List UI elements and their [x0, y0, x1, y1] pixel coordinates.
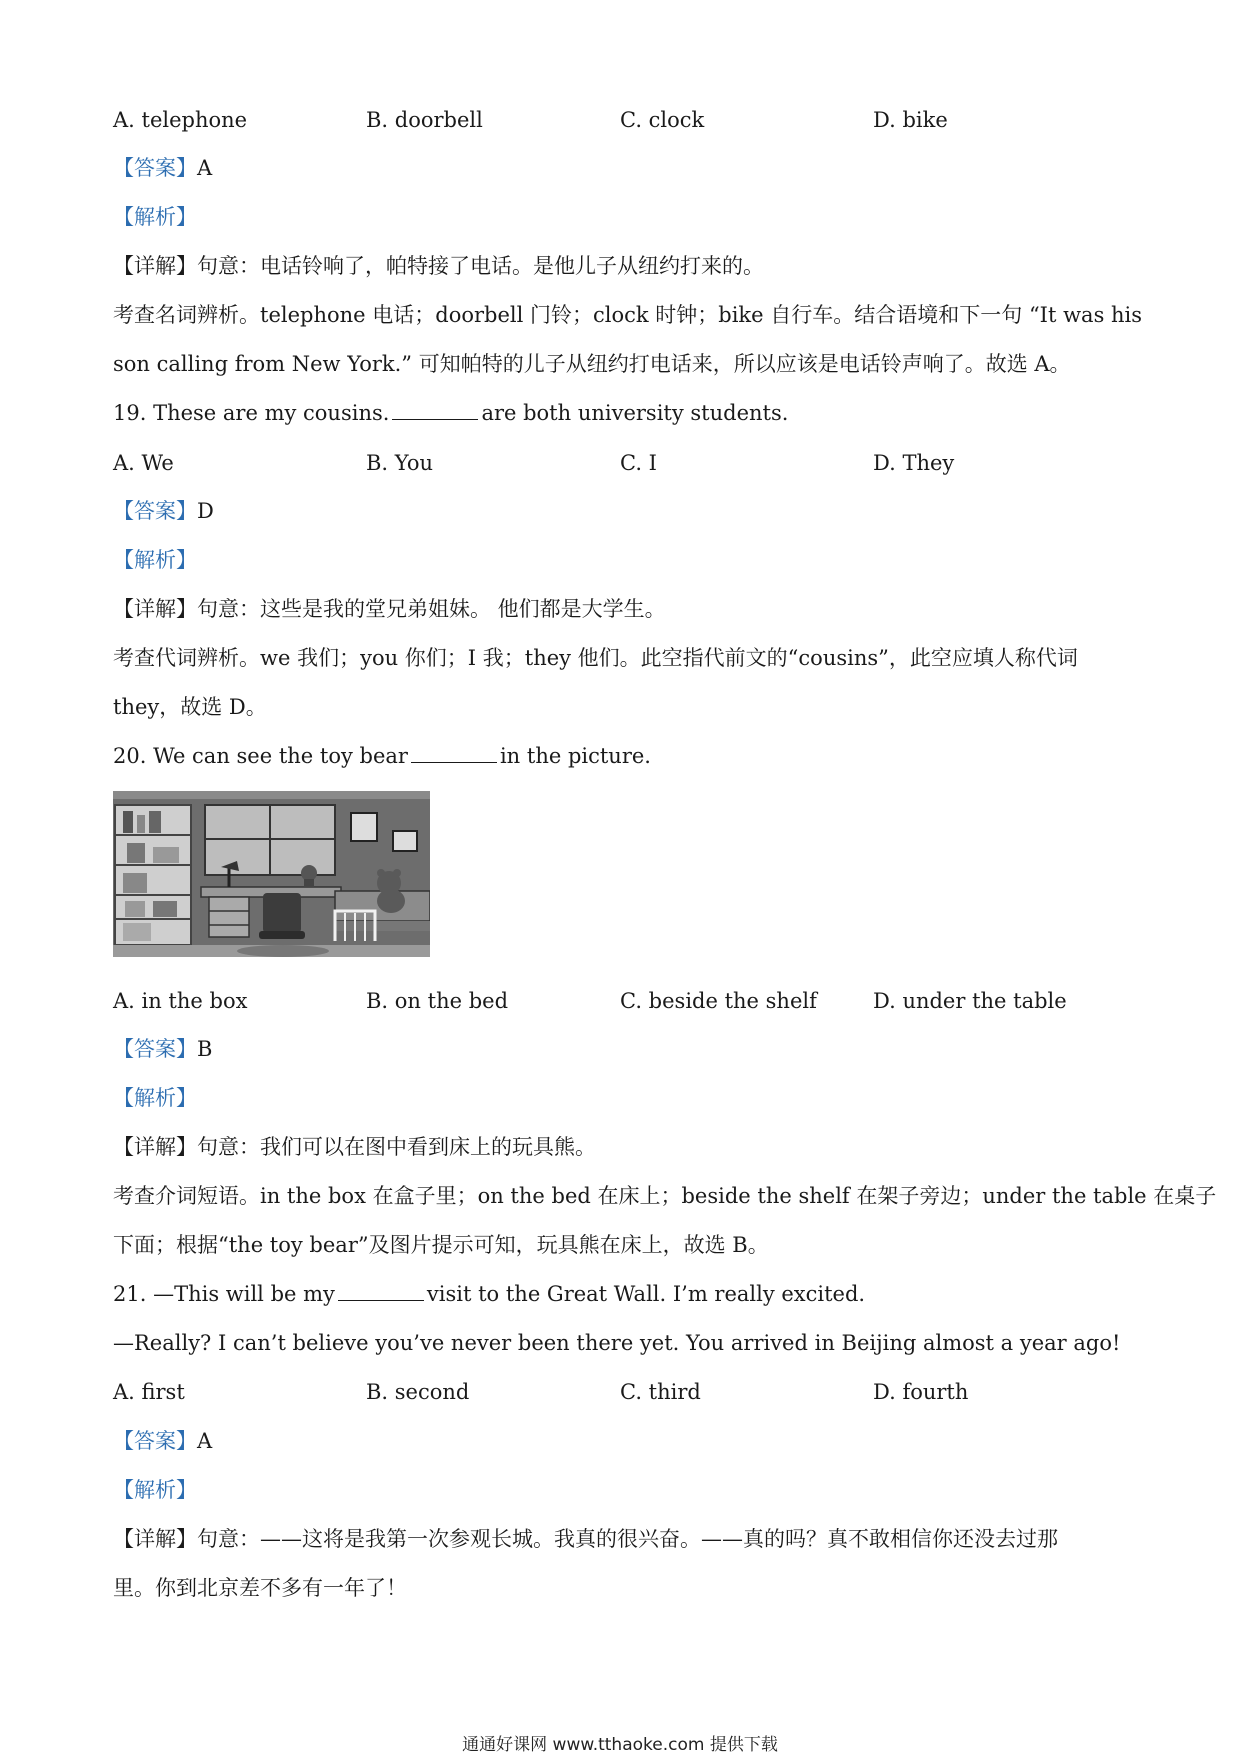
page-footer: 通通好课网 www.tthaoke.com 提供下载	[462, 1735, 778, 1755]
q20-explanation-line-2: 下面；根据“the toy bear”及图片提示可知，玩具熊在床上，故选 B。	[113, 1233, 769, 1257]
q19-option-c: C. I	[620, 451, 657, 475]
answer-tag: 【答案】	[113, 1429, 197, 1453]
q20-analysis-label: 【解析】	[113, 1086, 197, 1110]
q20-answer	[113, 1036, 212, 1062]
q21-analysis-label: 【解析】	[113, 1478, 197, 1502]
q20-option-d: D. under the table	[873, 989, 1067, 1013]
q20-option-b: B. on the bed	[366, 989, 509, 1013]
q21-options	[113, 1379, 1113, 1407]
q21-blank	[338, 1282, 424, 1301]
detail-tag: 【详解】	[113, 1135, 197, 1159]
q20-option-a: A. in the box	[113, 989, 248, 1013]
detail-text: 句意：我们可以在图中看到床上的玩具熊。	[197, 1135, 596, 1159]
q20-explanation-line-1: 考查介词短语。in the box 在盒子里；on the bed 在床上；beside the shelf 在架子旁边；under the table 在桌子	[113, 1184, 1217, 1208]
q19-stem-before: 19. These are my cousins.	[113, 401, 390, 425]
q18-option-c: C. clock	[620, 108, 705, 132]
q18-analysis-label: 【解析】	[113, 205, 197, 229]
q19-detail	[113, 596, 666, 622]
detail-text: 句意：这些是我的堂兄弟姐妹。 他们都是大学生。	[197, 597, 666, 621]
q19-explanation-line-1: 考查代词辨析。we 我们；you 你们；I 我；they 他们。此空指代前文的“cousins”，此空应填人称代词	[113, 646, 1078, 670]
q20-stem-before: 20. We can see the toy bear	[113, 744, 408, 768]
q20-options	[113, 988, 1113, 1016]
q19-explanation-line-2: they，故选 D。	[113, 695, 267, 719]
q18-option-a: A. telephone	[113, 108, 248, 132]
q18-explanation-line-1: 考查名词辨析。telephone 电话；doorbell 门铃；clock 时钟；bike 自行车。结合语境和下一句 “It was his	[113, 303, 1143, 327]
q21-stem-before: 21. —This will be my	[113, 1282, 335, 1306]
q19-option-d: D. They	[873, 451, 955, 475]
q18-option-d: D. bike	[873, 108, 948, 132]
q21-option-c: C. third	[620, 1380, 701, 1404]
answer-value: B	[197, 1037, 213, 1061]
q20-stem	[113, 743, 651, 769]
q21-option-d: D. fourth	[873, 1380, 969, 1404]
q19-stem-after: are both university students.	[481, 401, 789, 425]
answer-tag: 【答案】	[113, 499, 197, 523]
q21-detail	[113, 1526, 1058, 1552]
q18-detail	[113, 253, 764, 279]
answer-value: A	[197, 1429, 213, 1453]
answer-value: A	[197, 156, 213, 180]
detail-tag: 【详解】	[113, 597, 197, 621]
q18-option-b: B. doorbell	[366, 108, 483, 132]
q19-blank	[392, 401, 478, 420]
q21-stem-after: visit to the Great Wall. I’m really excited.	[426, 1282, 866, 1306]
bedroom-picture	[113, 791, 430, 957]
detail-tag: 【详解】	[113, 254, 197, 278]
q20-stem-after: in the picture.	[499, 744, 651, 768]
q21-stem	[113, 1281, 865, 1307]
q21-option-b: B. second	[366, 1380, 470, 1404]
answer-tag: 【答案】	[113, 1037, 197, 1061]
q20-blank	[411, 744, 497, 763]
q19-option-b: B. You	[366, 451, 433, 475]
q18-options	[113, 107, 1113, 135]
q21-option-a: A. first	[113, 1380, 185, 1404]
q19-answer	[113, 498, 214, 524]
q21-stem-line-2: —Really? I can’t believe you’ve never been there yet. You arrived in Beijing almost a year ago!	[113, 1331, 1121, 1355]
q19-options	[113, 450, 1113, 478]
answer-tag: 【答案】	[113, 156, 197, 180]
q18-answer	[113, 155, 212, 181]
detail-tag: 【详解】	[113, 1527, 197, 1551]
q19-analysis-label: 【解析】	[113, 548, 197, 572]
answer-value: D	[197, 499, 214, 523]
q21-answer	[113, 1428, 212, 1454]
detail-text: 句意：——这将是我第一次参观长城。我真的很兴奋。——真的吗？真不敢相信你还没去过那	[197, 1527, 1058, 1551]
q19-option-a: A. We	[113, 451, 174, 475]
q18-explanation-line-2: son calling from New York.” 可知帕特的儿子从纽约打电话来，所以应该是电话铃声响了。故选 A。	[113, 352, 1071, 376]
q20-option-c: C. beside the shelf	[620, 989, 817, 1013]
detail-text: 句意：电话铃响了，帕特接了电话。是他儿子从纽约打来的。	[197, 254, 764, 278]
q21-detail-line-2: 里。你到北京差不多有一年了！	[113, 1576, 407, 1600]
q19-stem	[113, 400, 788, 426]
q20-detail	[113, 1134, 596, 1160]
